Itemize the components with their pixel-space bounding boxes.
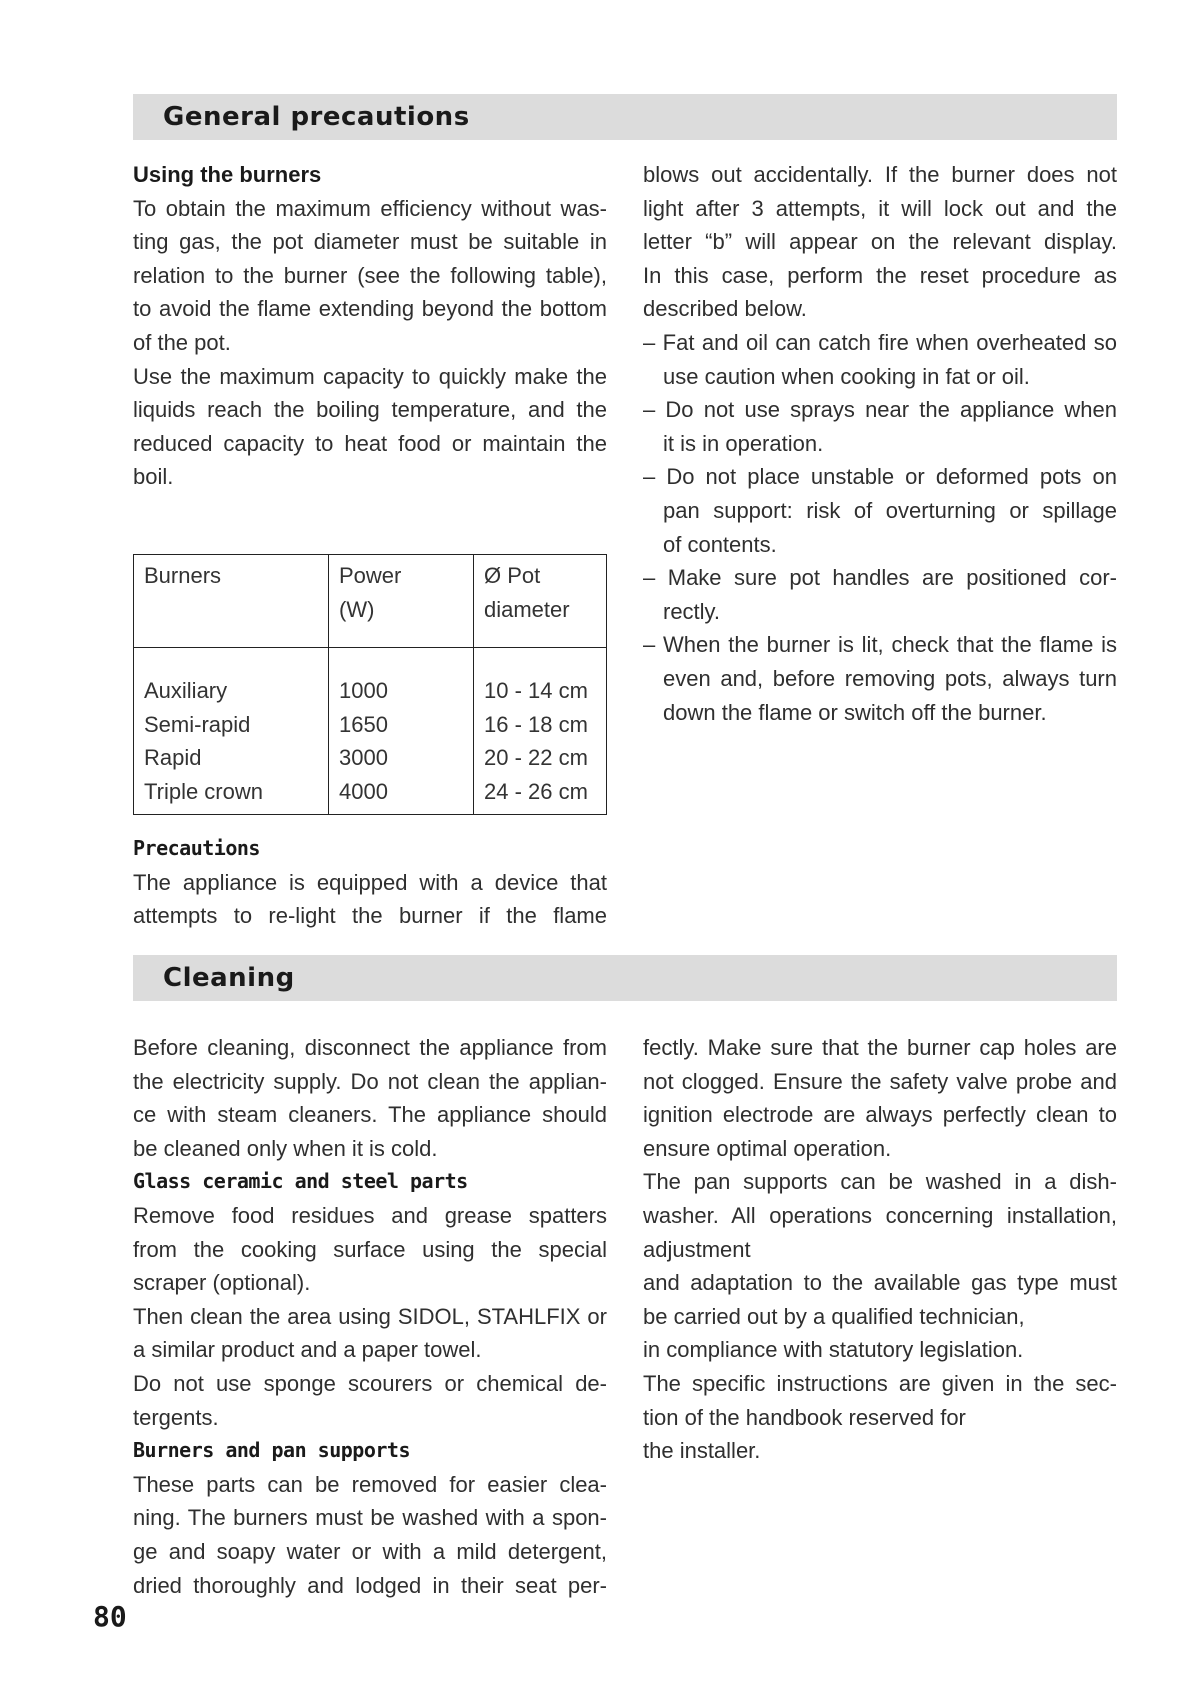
text-line: be carried out by a qualified technician, (643, 1303, 1025, 1329)
text-line: letter “b” will appear on the relevant display. (643, 229, 1117, 255)
table-header-row (134, 555, 607, 648)
bullet-item (643, 393, 1117, 460)
bullet-item (643, 628, 1117, 729)
burner-name: Rapid (144, 745, 202, 771)
text-line: In this case, perform the reset procedure as (643, 262, 1117, 288)
glass-ceramic-heading: Glass ceramic and steel parts (133, 1169, 468, 1194)
text-line: ting gas, the pot diameter must be suitable in (133, 229, 607, 255)
text-line: The pan supports can be washed in a dish- (643, 1169, 1117, 1195)
text-line: ning. The burners must be washed with a spon- (133, 1505, 607, 1531)
text-line: relation to the burner (see the following table), (133, 262, 607, 288)
burners-pan-supports-heading: Burners and pan supports (133, 1438, 410, 1463)
text-line: attempts to re-light the burner if the flame (133, 903, 607, 929)
text-line: from the cooking surface using the special (133, 1236, 607, 1262)
diameter-value: 24 - 26 cm (484, 778, 588, 804)
bullet-item (643, 460, 1117, 561)
text-line: The specific instructions are given in the sec- (643, 1370, 1117, 1396)
precautions-block (133, 832, 607, 933)
text-line: ce with steam cleaners. The appliance should (133, 1102, 607, 1128)
text-line: ensure optimal operation. (643, 1135, 892, 1161)
text-line: described below. (643, 296, 807, 322)
text-line: light after 3 attempts, it will lock out and the (643, 195, 1117, 221)
diameter-value: 10 - 14 cm (484, 678, 588, 703)
power-value: 1000 (339, 678, 388, 703)
text-line: to avoid the flame extending beyond the bottom (133, 296, 607, 322)
text-line: liquids reach the boiling temperature, and the (133, 397, 607, 423)
header-text: Ø Pot (484, 563, 541, 588)
text-line: in compliance with statutory legislation. (643, 1337, 1024, 1363)
header-text: Power (339, 563, 402, 588)
general-right-column (643, 158, 1117, 729)
text-line: Use the maximum capacity to quickly make the (133, 363, 607, 389)
bullet-text: of contents. (663, 531, 777, 557)
text-line: The appliance is equipped with a device that (133, 869, 607, 895)
text-line: Then clean the area using SIDOL, STAHLFIX or (133, 1303, 607, 1329)
bullet-text: – Do not use sprays near the appliance when (643, 397, 1117, 423)
bullet-text: pan support: risk of overturning or spillage (663, 497, 1117, 523)
text-line: the installer. (643, 1438, 761, 1464)
text-line: blows out accidentally. If the burner does not (643, 162, 1117, 187)
general-left-column (133, 158, 607, 494)
page-number: 80 (93, 1600, 127, 1633)
text-line: These parts can be removed for easier clea- (133, 1471, 607, 1497)
diameter-value: 20 - 22 cm (484, 745, 588, 771)
header-cell-diameter (474, 555, 607, 648)
using-burners-heading: Using the burners (133, 162, 322, 187)
section-title-cleaning: Cleaning (163, 963, 295, 993)
cleaning-left-column (133, 1031, 607, 1602)
text-line: fectly. Make sure that the burner cap holes are (643, 1035, 1117, 1060)
text-line: and adaptation to the available gas type must (643, 1270, 1117, 1296)
text-line: washer. All operations concerning installation, (643, 1202, 1117, 1228)
text-line: a similar product and a paper towel. (133, 1337, 482, 1363)
header-cell-burners (134, 555, 329, 648)
text-line: the electricity supply. Do not clean the applian- (133, 1068, 607, 1094)
bullet-text: down the flame or switch off the burner. (663, 699, 1047, 725)
bullet-text: even and, before removing pots, always turn (663, 665, 1117, 691)
bullet-item (643, 326, 1117, 393)
bullet-text: it is in operation. (663, 430, 824, 456)
text-line: To obtain the maximum efficiency without was- (133, 195, 607, 221)
text-line: Do not use sponge scourers or chemical de- (133, 1370, 607, 1396)
text-line: not clogged. Ensure the safety valve probe and (643, 1068, 1117, 1094)
text-line: reduced capacity to heat food or maintain the (133, 430, 607, 456)
text-line: Before cleaning, disconnect the appliance from (133, 1035, 607, 1060)
section-header-cleaning (133, 955, 1117, 1001)
text-line: tergents. (133, 1404, 219, 1430)
text-line: dried thoroughly and lodged in their seat per- (133, 1572, 607, 1598)
power-value: 4000 (339, 778, 388, 804)
table-row (134, 648, 607, 815)
bullet-text: – Fat and oil can catch fire when overheated so (643, 329, 1117, 355)
bullet-item (643, 561, 1117, 628)
text-line: tion of the handbook reserved for (643, 1404, 966, 1430)
bullet-text: use caution when cooking in fat or oil. (663, 363, 1030, 389)
text-line: Remove food residues and grease spatters (133, 1202, 607, 1228)
text-line: ge and soapy water or with a mild detergent, (133, 1538, 607, 1564)
burner-name: Semi-rapid (144, 711, 251, 737)
bullet-text: – When the burner is lit, check that the flame is (643, 632, 1117, 658)
section-title-general: General precautions (163, 102, 470, 132)
header-cell-power (329, 555, 474, 648)
text-line: ignition electrode are always perfectly clean to (643, 1102, 1117, 1128)
section-header-general (133, 94, 1117, 140)
bullet-text: rectly. (663, 598, 721, 624)
text-line: boil. (133, 464, 174, 490)
power-values-cell (329, 648, 474, 815)
burner-table (133, 554, 607, 815)
precautions-heading: Precautions (133, 836, 260, 860)
text-line: be cleaned only when it is cold. (133, 1135, 438, 1161)
text-line: of the pot. (133, 329, 231, 355)
diameter-value: 16 - 18 cm (484, 711, 588, 737)
cleaning-right-column (643, 1031, 1117, 1468)
text-line: scraper (optional). (133, 1270, 311, 1296)
burner-names-cell (134, 648, 329, 815)
text-line: adjustment (643, 1236, 751, 1262)
burner-name: Triple crown (144, 778, 263, 804)
header-text: Burners (144, 563, 222, 588)
power-value: 3000 (339, 745, 388, 771)
burner-name: Auxiliary (144, 678, 228, 703)
bullet-text: – Make sure pot handles are positioned cor- (643, 565, 1117, 591)
bullet-text: – Do not place unstable or deformed pots on (643, 464, 1117, 490)
header-text: diameter (484, 596, 570, 622)
header-text: (W) (339, 596, 375, 622)
diameter-values-cell (474, 648, 607, 815)
power-value: 1650 (339, 711, 388, 737)
